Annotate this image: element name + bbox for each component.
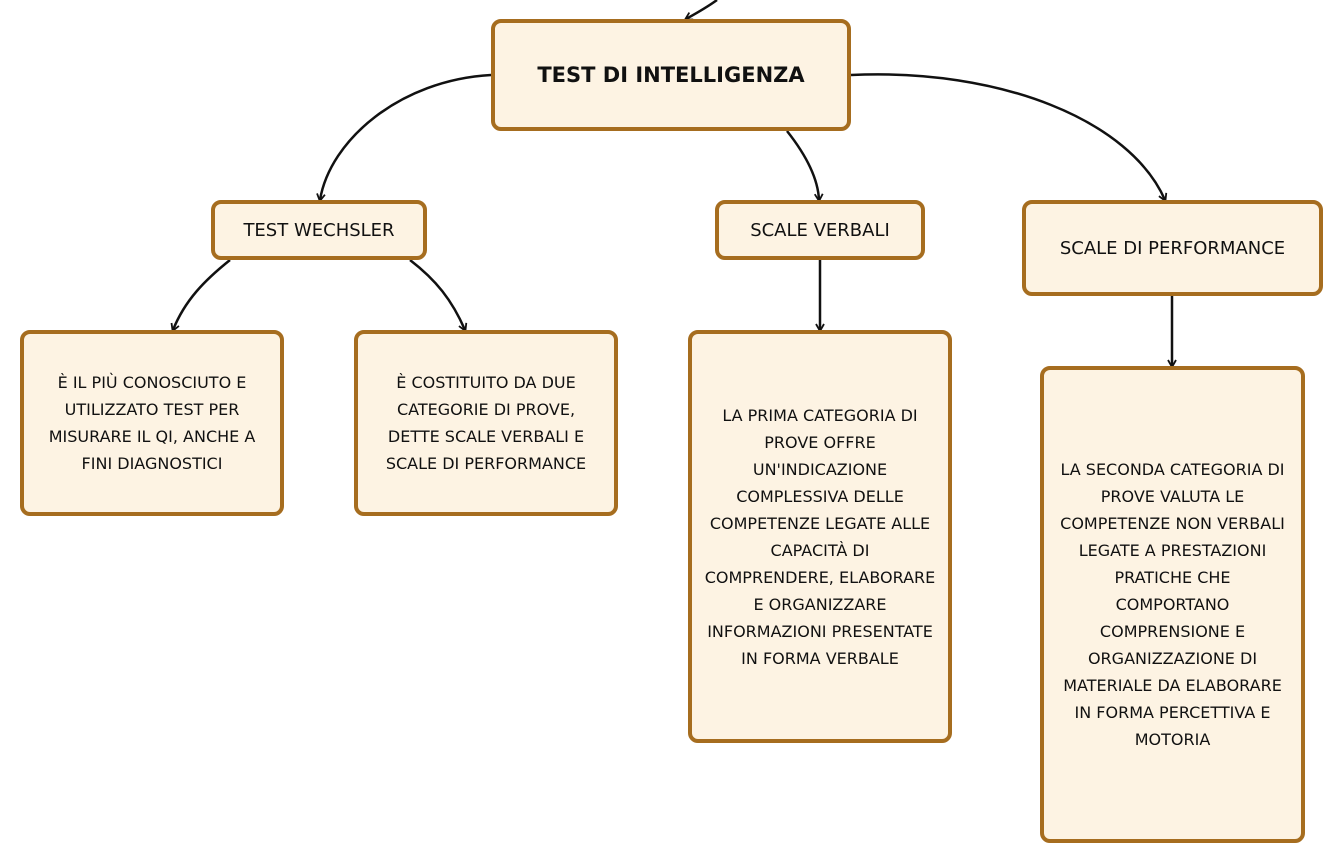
connector-incoming-root bbox=[686, 0, 717, 19]
root-node-label: TEST DI INTELLIGENZA bbox=[537, 63, 805, 87]
detail-text-scale-verbali: LA PRIMA CATEGORIA DI PROVE OFFRE UN'INDICAZIONE COMPLESSIVA DELLE COMPETENZE LEGATE ALLE CAPACITÀ DI COMPRENDERE, ELABORARE E ORGANIZZARE INFORMAZIONI PRESENTATE IN FORMA VERBALE bbox=[704, 405, 936, 668]
connector-root-to-verbali bbox=[787, 131, 819, 200]
detail-text-wechsler-known: È IL PIÙ CONOSCIUTO E UTILIZZATO TEST PER MISURARE IL QI, ANCHE A FINI DIAGNOSTICI bbox=[48, 373, 256, 473]
detail-node-scale-di-performance bbox=[1040, 366, 1305, 843]
detail-text-wechsler-composition: È COSTITUITO DA DUE CATEGORIE DI PROVE, DETTE SCALE VERBALI E SCALE DI PERFORMANCE bbox=[385, 373, 587, 473]
connector-root-to-performance bbox=[851, 74, 1165, 200]
node-test-wechsler-label: TEST WECHSLER bbox=[243, 219, 395, 241]
connector-root-to-wechsler bbox=[320, 75, 491, 200]
detail-node-wechsler-known bbox=[20, 330, 284, 516]
node-scale-di-performance bbox=[1022, 200, 1323, 296]
detail-node-scale-verbali bbox=[688, 330, 952, 743]
root-node bbox=[491, 19, 851, 131]
node-scale-verbali-label: SCALE VERBALI bbox=[750, 219, 890, 241]
detail-text-scale-di-performance: LA SECONDA CATEGORIA DI PROVE VALUTA LE COMPETENZE NON VERBALI LEGATE A PRESTAZIONI PRATICHE CHE COMPORTANO COMPRENSIONE E ORGANIZZAZIONE DI MATERIALE DA ELABORARE IN FORMA PERCETTIVA E MOTORIA bbox=[1060, 460, 1285, 749]
node-scale-verbali bbox=[715, 200, 925, 260]
connector-wechsler-to-detail-1 bbox=[173, 260, 230, 330]
detail-node-wechsler-composition bbox=[354, 330, 618, 516]
node-scale-di-performance-label: SCALE DI PERFORMANCE bbox=[1059, 237, 1286, 259]
connector-wechsler-to-detail-2 bbox=[410, 260, 465, 330]
node-test-wechsler bbox=[211, 200, 427, 260]
